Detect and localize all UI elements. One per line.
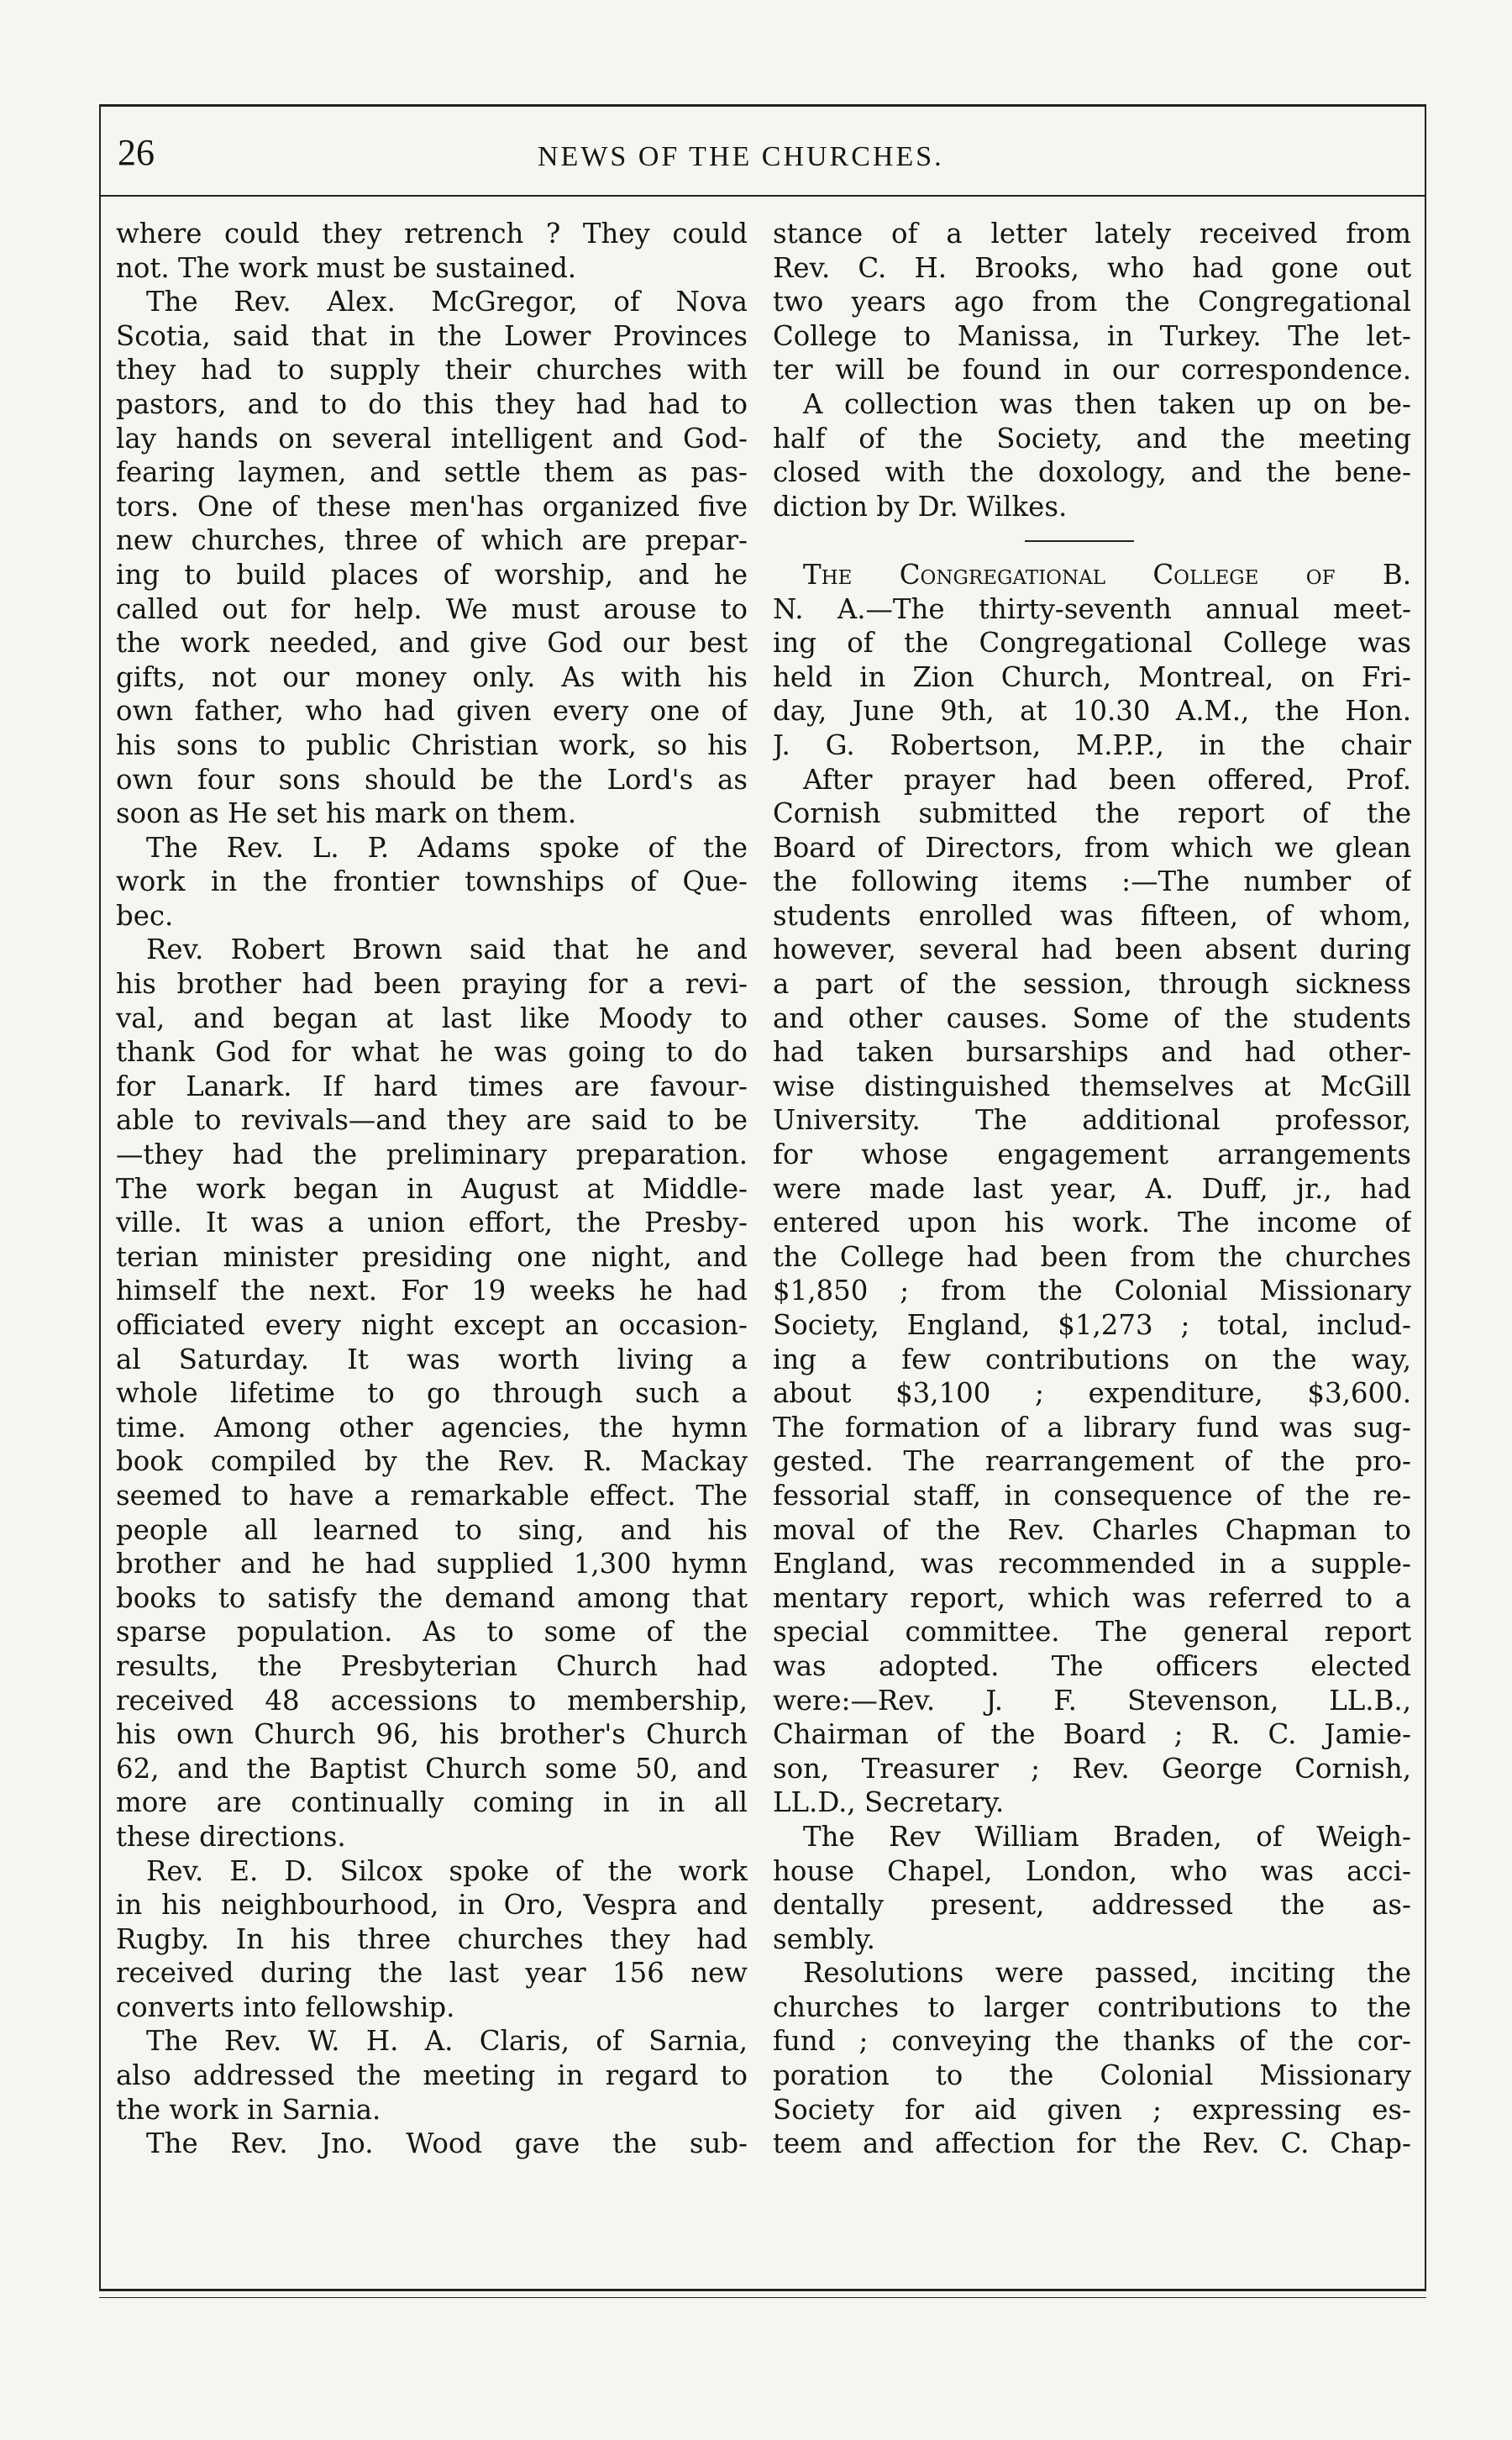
text-line: received 48 accessions to membership, bbox=[116, 1684, 748, 1717]
text-line: a part of the session, through sickness bbox=[773, 968, 1411, 1001]
header-rule bbox=[99, 195, 1426, 197]
text-line: bec. bbox=[116, 899, 174, 932]
right-border bbox=[1425, 104, 1426, 2290]
text-line: fessorial staff, in consequence of the re- bbox=[773, 1479, 1411, 1512]
top-rule bbox=[99, 104, 1426, 107]
text-line: they had to supply their churches with bbox=[116, 354, 748, 387]
text-line: ter will be found in our correspondence. bbox=[773, 354, 1411, 387]
text-line: Cornish submitted the report of the bbox=[773, 797, 1411, 830]
text-line: soon as He set his mark on them. bbox=[116, 797, 577, 830]
text-line: val, and began at last like Moody to bbox=[116, 1002, 748, 1034]
text-line: work in the frontier townships of Que- bbox=[116, 865, 748, 898]
text-line: lay hands on several intelligent and God- bbox=[116, 422, 748, 455]
left-column bbox=[116, 217, 748, 2161]
text-line: fearing laymen, and settle them as pas- bbox=[116, 456, 748, 489]
text-line: teem and affection for the Rev. C. Chap- bbox=[773, 2127, 1411, 2160]
text-line: ville. It was a union effort, the Presby- bbox=[116, 1207, 748, 1239]
section-divider bbox=[773, 523, 1411, 558]
text-line: Rev. Robert Brown said that he and bbox=[146, 933, 748, 966]
text-line: in his neighbourhood, in Oro, Vespra and bbox=[116, 1889, 748, 1922]
text-line: ing a few contributions on the way, bbox=[773, 1343, 1411, 1375]
text-line: results, the Presbyterian Church had bbox=[116, 1649, 748, 1682]
text-line: for whose engagement arrangements bbox=[773, 1138, 1411, 1171]
text-line: diction by Dr. Wilkes. bbox=[773, 490, 1068, 523]
text-line: Rev. E. D. Silcox spoke of the work bbox=[146, 1854, 748, 1887]
text-line: gifts, not our money only. As with his bbox=[116, 660, 748, 693]
text-line: moval of the Rev. Charles Chapman to bbox=[773, 1513, 1411, 1546]
text-line: his sons to public Christian work, so his bbox=[116, 728, 748, 761]
text-line: England, was recommended in a supple- bbox=[773, 1548, 1411, 1580]
text-line: own father, who had given every one of bbox=[116, 695, 748, 728]
text-line: wise distinguished themselves at McGill bbox=[773, 1070, 1411, 1102]
text-line: College to Manissa, in Turkey. The let- bbox=[773, 319, 1411, 352]
text-line: $1,850 ; from the Colonial Missionary bbox=[773, 1275, 1411, 1307]
text-line: pastors, and to do this they had had to bbox=[116, 387, 748, 420]
text-line: The Congregational College of B. bbox=[803, 558, 1411, 591]
text-line: entered upon his work. The income of bbox=[773, 1207, 1411, 1239]
text-line: The Rev William Braden, of Weigh- bbox=[803, 1820, 1411, 1853]
text-line: two years ago from the Congregational bbox=[773, 286, 1411, 318]
text-line: Board of Directors, from which we glean bbox=[773, 831, 1411, 864]
left-border bbox=[99, 104, 101, 2290]
divider-rule bbox=[1025, 540, 1134, 542]
text-line: book compiled by the Rev. R. Mackay bbox=[116, 1445, 748, 1478]
text-line: The Rev. W. H. A. Claris, of Sarnia, bbox=[146, 2025, 748, 2058]
text-line: for Lanark. If hard times are favour- bbox=[116, 1070, 748, 1102]
text-line: seemed to have a remarkable effect. The bbox=[116, 1479, 748, 1512]
text-line: converts into fellowship. bbox=[116, 1990, 455, 2023]
text-line: brother and he had supplied 1,300 hymn bbox=[116, 1548, 748, 1580]
text-line: held in Zion Church, Montreal, on Fri- bbox=[773, 660, 1411, 693]
text-line: The Rev. Jno. Wood gave the sub- bbox=[146, 2127, 748, 2160]
text-line: these directions. bbox=[116, 1820, 346, 1853]
text-line: was adopted. The officers elected bbox=[773, 1649, 1411, 1682]
text-line: own four sons should be the Lord's as bbox=[116, 763, 748, 796]
text-line: ing of the Congregational College was bbox=[773, 627, 1411, 660]
text-line: people all learned to sing, and his bbox=[116, 1513, 748, 1546]
page-number: 26 bbox=[118, 132, 155, 173]
text-line: ing to build places of worship, and he bbox=[116, 558, 748, 591]
text-line: sparse population. As to some of the bbox=[116, 1616, 748, 1649]
text-line: received during the last year 156 new bbox=[116, 1957, 748, 1990]
text-line: about $3,100 ; expenditure, $3,600. bbox=[773, 1377, 1411, 1410]
text-line: terian minister presiding one night, and bbox=[116, 1240, 748, 1273]
text-line: himself the next. For 19 weeks he had bbox=[116, 1275, 748, 1307]
text-line: tors. One of these men'has organized five bbox=[116, 490, 748, 523]
text-line: house Chapel, London, who was acci- bbox=[773, 1854, 1411, 1887]
text-line: the work in Sarnia. bbox=[116, 2093, 381, 2126]
text-line: thank God for what he was going to do bbox=[116, 1036, 748, 1069]
text-line: N. A.—The thirty-seventh annual meet- bbox=[773, 592, 1411, 625]
text-line: gested. The rearrangement of the pro- bbox=[773, 1445, 1411, 1478]
text-line: poration to the Colonial Missionary bbox=[773, 2059, 1411, 2092]
text-line: A collection was then taken up on be- bbox=[803, 387, 1411, 420]
text-line: able to revivals—and they are said to be bbox=[116, 1104, 748, 1137]
text-line: books to satisfy the demand among that bbox=[116, 1581, 748, 1614]
text-line: stance of a letter lately received from bbox=[773, 218, 1411, 250]
text-line: J. G. Robertson, M.P.P., in the chair bbox=[773, 728, 1411, 761]
text-line: sembly. bbox=[773, 1922, 875, 1955]
text-line: dentally present, addressed the as- bbox=[773, 1889, 1411, 1922]
text-line: new churches, three of which are prepar- bbox=[116, 524, 748, 557]
text-line: were:—Rev. J. F. Stevenson, LL.B., bbox=[773, 1684, 1411, 1717]
text-line: University. The additional professor, bbox=[773, 1104, 1411, 1137]
text-line: were made last year, A. Duff, jr., had bbox=[773, 1172, 1411, 1205]
text-line: son, Treasurer ; Rev. George Cornish, bbox=[773, 1752, 1411, 1785]
text-line: fund ; conveying the thanks of the cor- bbox=[773, 2025, 1411, 2058]
text-line: Rugby. In his three churches they had bbox=[116, 1922, 748, 1955]
text-line: —they had the preliminary preparation. bbox=[116, 1138, 748, 1171]
bottom-rule-thin bbox=[99, 2297, 1426, 2298]
right-column bbox=[773, 217, 1411, 2161]
text-line: The work began in August at Middle- bbox=[116, 1172, 748, 1205]
text-line: however, several had been absent during bbox=[773, 933, 1411, 966]
text-line: Society, England, $1,273 ; total, includ- bbox=[773, 1309, 1411, 1341]
text-line: closed with the doxology, and the bene- bbox=[773, 456, 1411, 489]
text-line: officiated every night except an occasion- bbox=[116, 1309, 748, 1341]
text-line: After prayer had been offered, Prof. bbox=[803, 763, 1411, 796]
text-line: the College had been from the churches bbox=[773, 1240, 1411, 1273]
text-line: the work needed, and give God our best bbox=[116, 627, 748, 660]
text-line: special committee. The general report bbox=[773, 1616, 1411, 1649]
bottom-rule bbox=[99, 2289, 1426, 2291]
text-line: The Rev. L. P. Adams spoke of the bbox=[146, 831, 748, 864]
text-line: The Rev. Alex. McGregor, of Nova bbox=[146, 286, 748, 318]
text-line: where could they retrench ? They could bbox=[116, 218, 748, 250]
text-line: Resolutions were passed, inciting the bbox=[803, 1957, 1411, 1990]
text-line: the following items :—The number of bbox=[773, 865, 1411, 898]
text-line: called out for help. We must arouse to bbox=[116, 592, 748, 625]
text-line: time. Among other agencies, the hymn bbox=[116, 1411, 748, 1443]
text-line: 62, and the Baptist Church some 50, and bbox=[116, 1752, 748, 1785]
text-line: and other causes. Some of the students bbox=[773, 1002, 1411, 1034]
text-line: his own Church 96, his brother's Church bbox=[116, 1718, 748, 1751]
text-line: mentary report, which was referred to a bbox=[773, 1581, 1411, 1614]
text-line: more are continually coming in in all bbox=[116, 1786, 748, 1819]
text-line: day, June 9th, at 10.30 A.M., the Hon. bbox=[773, 695, 1411, 728]
text-line: Rev. C. H. Brooks, who had gone out bbox=[773, 251, 1411, 284]
text-line: also addressed the meeting in regard to bbox=[116, 2059, 748, 2092]
text-line: churches to larger contributions to the bbox=[773, 1990, 1411, 2023]
text-line: his brother had been praying for a revi- bbox=[116, 968, 748, 1001]
text-line: students enrolled was fifteen, of whom, bbox=[773, 899, 1411, 932]
text-line: had taken bursarships and had other- bbox=[773, 1036, 1411, 1069]
text-line: Scotia, said that in the Lower Provinces bbox=[116, 319, 748, 352]
text-line: Chairman of the Board ; R. C. Jamie- bbox=[773, 1718, 1411, 1751]
text-line: not. The work must be sustained. bbox=[116, 251, 577, 284]
text-line: The formation of a library fund was sug- bbox=[773, 1411, 1411, 1443]
text-line: al Saturday. It was worth living a bbox=[116, 1343, 748, 1375]
text-line: whole lifetime to go through such a bbox=[116, 1377, 748, 1410]
text-line: half of the Society, and the meeting bbox=[773, 422, 1411, 455]
text-line: LL.D., Secretary. bbox=[773, 1786, 1005, 1819]
text-line: Society for aid given ; expressing es- bbox=[773, 2093, 1411, 2126]
running-title: NEWS OF THE CHURCHES. bbox=[538, 141, 944, 172]
